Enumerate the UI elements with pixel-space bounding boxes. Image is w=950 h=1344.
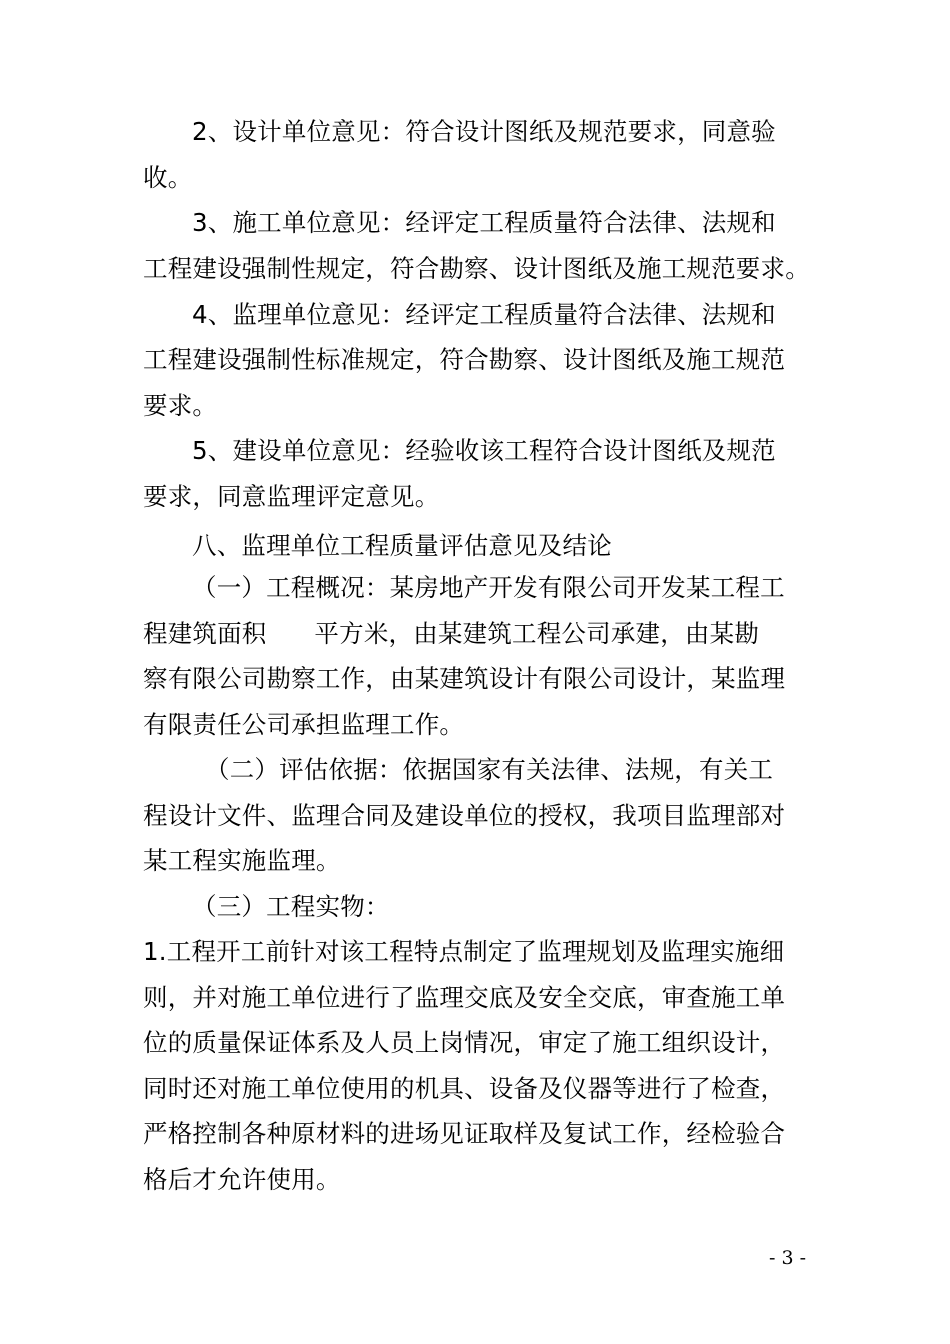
subheading-project-physical: （三）工程实物：	[192, 892, 390, 921]
section-heading-8: 八、监理单位工程质量评估意见及结论	[192, 531, 612, 560]
paragraph-evaluation-basis-cont-1: 程设计文件、监理合同及建设单位的授权，我项目监理部对	[143, 801, 786, 830]
paragraph-item-1: 1.工程开工前针对该工程特点制定了监理规划及监理实施细	[143, 937, 785, 966]
paragraph-project-overview: （一）工程概况：某房地产开发有限公司开发某工程工	[192, 573, 785, 602]
paragraph-supervision-unit-opinion-cont: 工程建设强制性标准规定，符合勘察、设计图纸及施工规范	[143, 345, 786, 374]
paragraph-supervision-unit-opinion-end: 要求。	[143, 391, 218, 420]
paragraph-item-1-cont-1: 则，并对施工单位进行了监理交底及安全交底，审查施工单	[143, 983, 786, 1012]
paragraph-project-overview-cont-2: 察有限公司勘察工作，由某建筑设计有限公司设计，某监理	[143, 664, 786, 693]
paragraph-evaluation-basis-cont-2: 某工程实施监理。	[143, 846, 341, 875]
paragraph-owner-unit-opinion-cont: 要求，同意监理评定意见。	[143, 482, 440, 511]
page-number: - 3 -	[768, 1247, 806, 1269]
paragraph-item-1-cont-4: 严格控制各种原材料的进场见证取样及复试工作，经检验合	[143, 1119, 786, 1148]
paragraph-item-1-cont-2: 位的质量保证体系及人员上岗情况，审定了施工组织设计，	[143, 1028, 786, 1057]
paragraph-supervision-unit-opinion: 4、监理单位意见：经评定工程质量符合法律、法规和	[192, 300, 776, 329]
paragraph-item-1-cont-5: 格后才允许使用。	[143, 1165, 341, 1194]
paragraph-design-unit-opinion: 2、设计单位意见：符合设计图纸及规范要求，同意验	[192, 117, 776, 146]
paragraph-design-unit-opinion-cont: 收。	[143, 163, 193, 192]
paragraph-construction-unit-opinion: 3、施工单位意见：经评定工程质量符合法律、法规和	[192, 208, 776, 237]
paragraph-evaluation-basis: （二）评估依据：依据国家有关法律、法规，有关工	[205, 755, 774, 784]
paragraph-owner-unit-opinion: 5、建设单位意见：经验收该工程符合设计图纸及规范	[192, 436, 776, 465]
paragraph-project-overview-cont-1: 程建筑面积 平方米，由某建筑工程公司承建，由某勘	[143, 619, 760, 648]
paragraph-project-overview-cont-3: 有限责任公司承担监理工作。	[143, 710, 465, 739]
paragraph-item-1-cont-3: 同时还对施工单位使用的机具、设备及仪器等进行了检查，	[143, 1074, 786, 1103]
paragraph-construction-unit-opinion-cont: 工程建设强制性规定，符合勘察、设计图纸及施工规范要求。	[143, 254, 810, 283]
